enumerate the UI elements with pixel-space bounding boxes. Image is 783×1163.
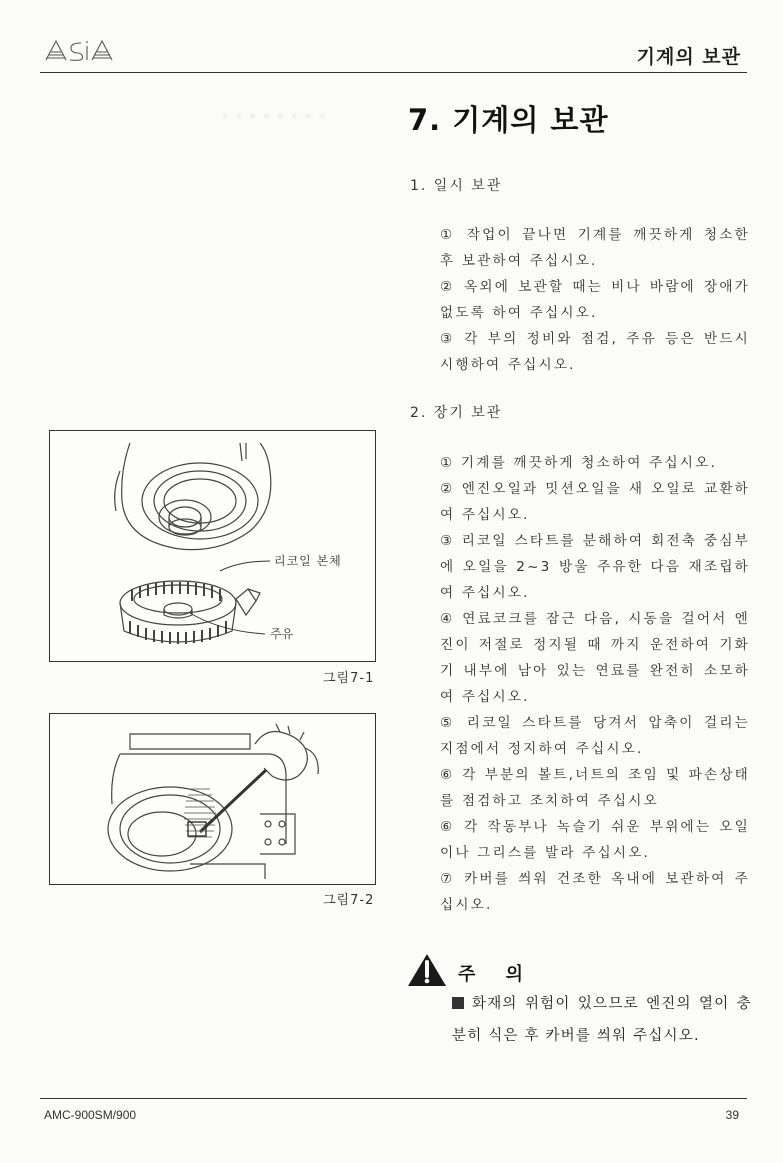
list-item: ⑥ 각 부분의 볼트,너트의 조임 및 파손상태를 점검하고 조치하여 주십시오: [440, 767, 750, 809]
list-item: ① 작업이 끝나면 기계를 깨끗하게 청소한 후 보관하여 주십시오.: [440, 227, 750, 269]
list-item: ④ 연료코크를 잠근 다음, 시동을 걸어서 엔진이 저절로 정지될 때 까지 운전하여 기화기 내부에 남아 있는 연료를 완전히 소모하여 주십시오.: [440, 611, 750, 705]
chapter-title: 7. 기계의 보관: [408, 103, 609, 137]
section-1-heading: 1. 일시 보관: [410, 178, 503, 194]
list-item: ② 옥외에 보관할 때는 비나 바람에 장애가 없도록 하여 주십시오.: [440, 279, 750, 321]
header-title: 기계의 보관: [636, 46, 741, 68]
figure-recoil-starter: [49, 430, 376, 662]
list-item: ① 기계를 깨끗하게 청소하여 주십시오.: [440, 455, 717, 471]
figure-2-caption: 그림7-2: [323, 893, 375, 908]
figure-1-caption: 그림7-1: [323, 671, 375, 686]
caution-text: [452, 988, 752, 1052]
footer-model: AMC-900SM/900: [44, 1108, 137, 1122]
warning-icon: [406, 952, 448, 988]
list-item: ⑤ 리코일 스타트를 당겨서 압축이 걸리는 지점에서 정지하여 주십시오.: [440, 715, 750, 757]
list-item: ② 엔진오일과 밋션오일을 새 오일로 교환하여 주십시오.: [440, 481, 750, 523]
list-item: ③ 각 부의 정비와 점검, 주유 등은 반드시 시행하여 주십시오.: [440, 331, 750, 373]
bullet-square-icon: [452, 997, 464, 1009]
pull-starter-illustration: [50, 714, 375, 884]
section-1-list: [440, 222, 750, 378]
bleed-through-text: ········: [220, 102, 332, 132]
list-item: ⑥ 각 작동부나 녹슬기 쉬운 부위에는 오일이나 그리스를 발라 주십시오.: [440, 819, 750, 861]
footer-divider: [40, 1098, 747, 1099]
page-number: 39: [725, 1108, 739, 1122]
caution-title: 주 의: [458, 964, 536, 985]
caution-body: 화재의 위험이 있으므로 엔진의 열이 충분히 식은 후 카버를 씌워 주십시오.: [452, 996, 752, 1044]
section-2-heading: 2. 장기 보관: [410, 405, 503, 421]
figure-pull-starter: [49, 713, 376, 885]
header-divider: [40, 72, 747, 73]
list-item: ⑦ 카버를 씌워 건조한 옥내에 보관하여 주십시오.: [440, 871, 750, 913]
section-2-list: [440, 450, 750, 918]
list-item: ③ 리코일 스타트를 분해하여 회전축 중심부에 오일을 2~3 방울 주유한 다음 재조립하여 주십시오.: [440, 533, 750, 601]
asia-logo: [44, 38, 116, 62]
label-recoil-body: 리코일 본체: [274, 554, 342, 568]
recoil-starter-illustration: [50, 431, 375, 661]
label-oil: 주유: [270, 627, 294, 641]
